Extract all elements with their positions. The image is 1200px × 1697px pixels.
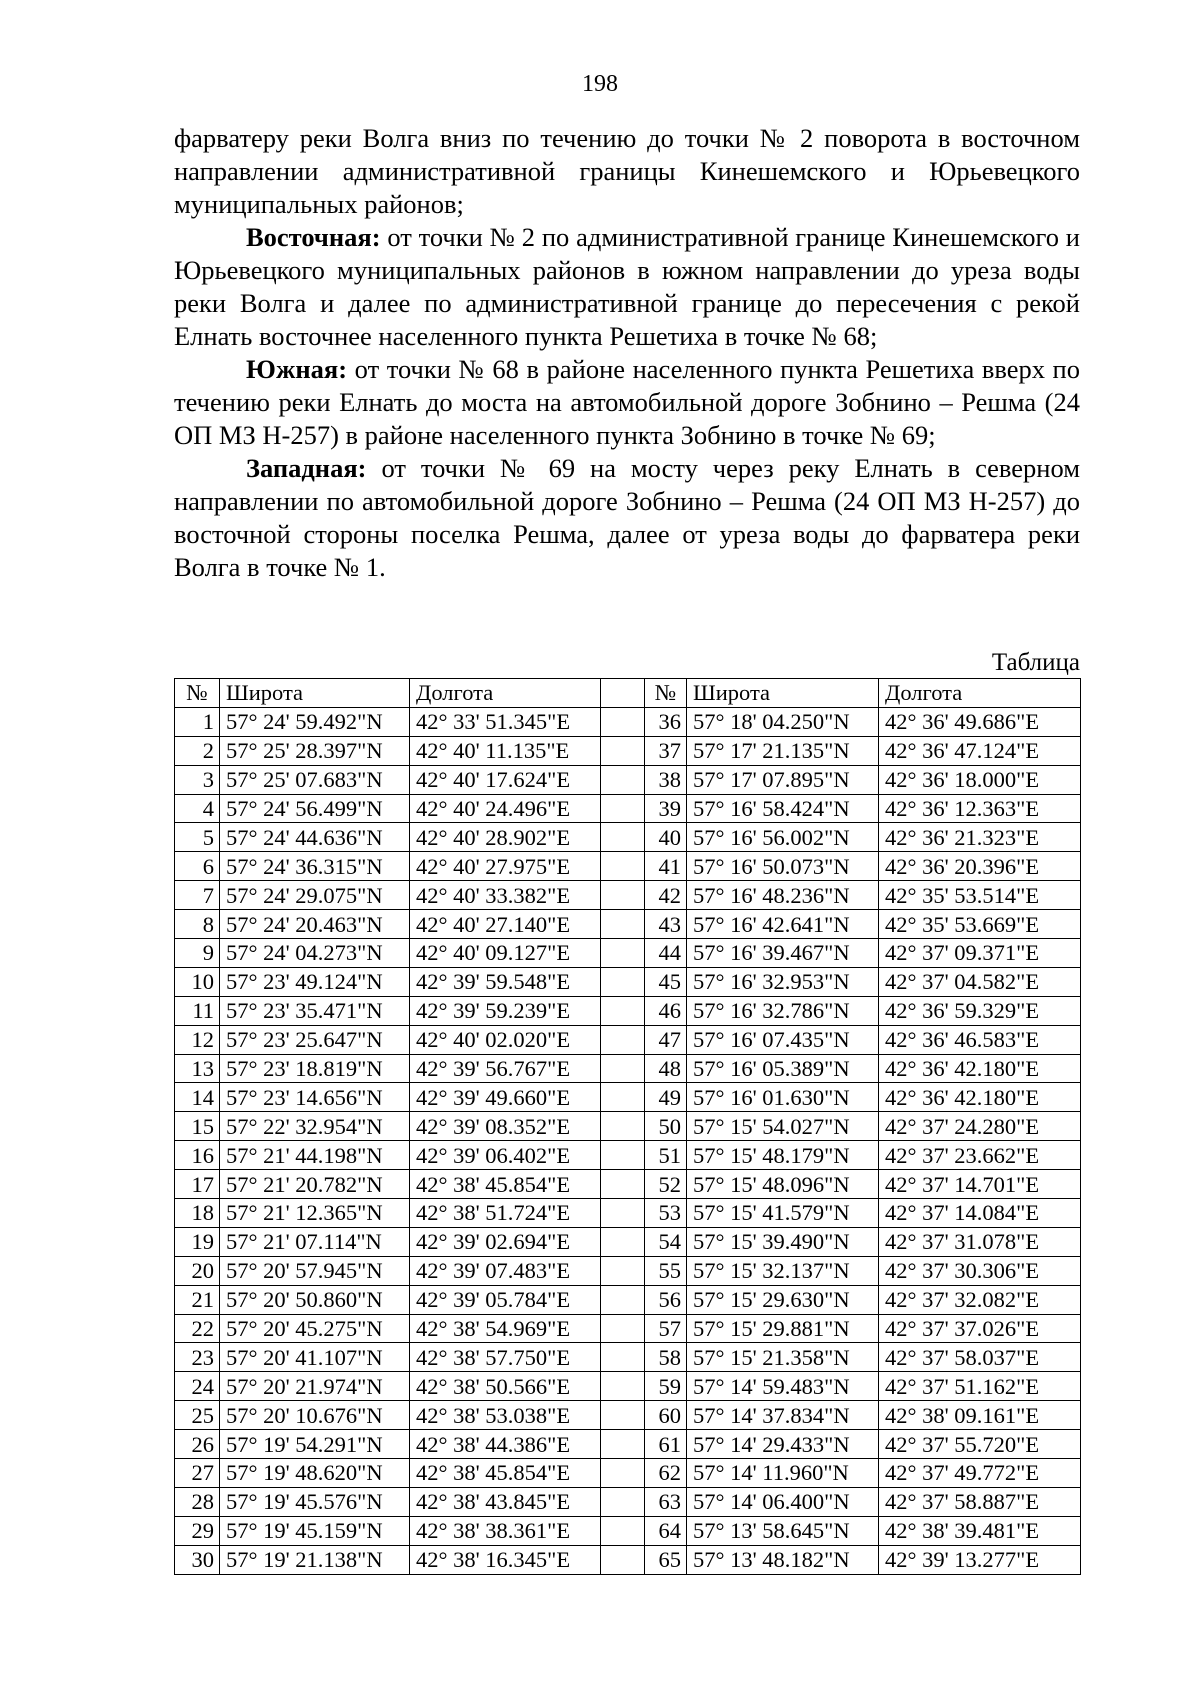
- header-spacer: [601, 679, 645, 708]
- spacer-cell: [601, 852, 645, 881]
- paragraph-text: фарватеру реки Волга вниз по течению до точки № 2 поворота в восточном направлении административной границы Кинешемского и Юрьевецкого муниципальных районов;: [174, 123, 1080, 219]
- spacer-cell: [601, 1314, 645, 1343]
- longitude-cell: 42° 37' 37.026"E: [879, 1314, 1081, 1343]
- longitude-cell: 42° 35' 53.514"E: [879, 881, 1081, 910]
- spacer-cell: [601, 1372, 645, 1401]
- spacer-cell: [601, 1487, 645, 1516]
- spacer-cell: [601, 1343, 645, 1372]
- spacer-cell: [601, 1459, 645, 1488]
- latitude-cell: 57° 21' 44.198"N: [220, 1141, 410, 1170]
- point-number: 18: [175, 1199, 220, 1228]
- spacer-cell: [601, 1170, 645, 1199]
- table-row: [175, 1170, 1081, 1199]
- longitude-cell: 42° 36' 42.180"E: [879, 1054, 1081, 1083]
- point-number: 16: [175, 1141, 220, 1170]
- paragraph-lead: Южная:: [246, 354, 348, 384]
- spacer-cell: [601, 1083, 645, 1112]
- longitude-cell: 42° 37' 58.887"E: [879, 1487, 1081, 1516]
- longitude-cell: 42° 36' 47.124"E: [879, 736, 1081, 765]
- longitude-cell: 42° 38' 39.481"E: [879, 1516, 1081, 1545]
- table-row: [175, 794, 1081, 823]
- longitude-cell: 42° 39' 56.767"E: [410, 1054, 601, 1083]
- header-latitude: Широта: [687, 679, 879, 708]
- longitude-cell: 42° 39' 06.402"E: [410, 1141, 601, 1170]
- latitude-cell: 57° 14' 06.400"N: [687, 1487, 879, 1516]
- latitude-cell: 57° 14' 29.433"N: [687, 1430, 879, 1459]
- longitude-cell: 42° 37' 14.701"E: [879, 1170, 1081, 1199]
- longitude-cell: 42° 39' 59.239"E: [410, 996, 601, 1025]
- table-row: [175, 1516, 1081, 1545]
- point-number: 43: [645, 910, 687, 939]
- point-number: 17: [175, 1170, 220, 1199]
- paragraph-lead: Западная:: [246, 453, 367, 483]
- longitude-cell: 42° 38' 45.854"E: [410, 1459, 601, 1488]
- latitude-cell: 57° 21' 07.114"N: [220, 1227, 410, 1256]
- header-number: №: [175, 679, 220, 708]
- point-number: 8: [175, 910, 220, 939]
- table-row: [175, 910, 1081, 939]
- paragraph-text: от точки № 69 на мосту через реку Елнать в северном направлении по автомобильной дороге Зобнино – Решма (24 ОП МЗ Н-257) до восточной стороны поселка Решма, далее от уреза воды до фарватера реки Волга в точке № 1.: [174, 453, 1080, 582]
- table-row: [175, 1256, 1081, 1285]
- latitude-cell: 57° 20' 10.676"N: [220, 1401, 410, 1430]
- longitude-cell: 42° 40' 27.975"E: [410, 852, 601, 881]
- point-number: 47: [645, 1025, 687, 1054]
- latitude-cell: 57° 24' 36.315"N: [220, 852, 410, 881]
- coordinates-table: [174, 678, 1081, 1575]
- longitude-cell: 42° 39' 59.548"E: [410, 967, 601, 996]
- latitude-cell: 57° 16' 32.953"N: [687, 967, 879, 996]
- latitude-cell: 57° 24' 44.636"N: [220, 823, 410, 852]
- spacer-cell: [601, 967, 645, 996]
- point-number: 9: [175, 939, 220, 968]
- latitude-cell: 57° 14' 59.483"N: [687, 1372, 879, 1401]
- table-row: [175, 1083, 1081, 1112]
- longitude-cell: 42° 36' 20.396"E: [879, 852, 1081, 881]
- longitude-cell: 42° 33' 51.345"E: [410, 707, 601, 736]
- point-number: 62: [645, 1459, 687, 1488]
- longitude-cell: 42° 38' 51.724"E: [410, 1199, 601, 1228]
- table-row: [175, 736, 1081, 765]
- table-row: [175, 1401, 1081, 1430]
- point-number: 39: [645, 794, 687, 823]
- point-number: 13: [175, 1054, 220, 1083]
- table-row: [175, 1227, 1081, 1256]
- point-number: 57: [645, 1314, 687, 1343]
- latitude-cell: 57° 25' 07.683"N: [220, 765, 410, 794]
- spacer-cell: [601, 1025, 645, 1054]
- longitude-cell: 42° 40' 11.135"E: [410, 736, 601, 765]
- latitude-cell: 57° 16' 58.424"N: [687, 794, 879, 823]
- paragraph-lead: Восточная:: [246, 222, 381, 252]
- latitude-cell: 57° 20' 57.945"N: [220, 1256, 410, 1285]
- longitude-cell: 42° 36' 21.323"E: [879, 823, 1081, 852]
- longitude-cell: 42° 37' 49.772"E: [879, 1459, 1081, 1488]
- latitude-cell: 57° 18' 04.250"N: [687, 707, 879, 736]
- latitude-cell: 57° 15' 29.881"N: [687, 1314, 879, 1343]
- point-number: 12: [175, 1025, 220, 1054]
- latitude-cell: 57° 16' 01.630"N: [687, 1083, 879, 1112]
- latitude-cell: 57° 15' 39.490"N: [687, 1227, 879, 1256]
- longitude-cell: 42° 37' 14.084"E: [879, 1199, 1081, 1228]
- spacer-cell: [601, 707, 645, 736]
- point-number: 48: [645, 1054, 687, 1083]
- paragraph-text: от точки № 2 по административной границе Кинешемского и Юрьевецкого муниципальных районов в южном направлении до уреза воды реки Волга и далее по административной границе до пересечения с рекой Елнать восточнее населенного пункта Решетиха в точке № 68;: [174, 222, 1080, 351]
- table-row: [175, 881, 1081, 910]
- longitude-cell: 42° 36' 12.363"E: [879, 794, 1081, 823]
- point-number: 36: [645, 707, 687, 736]
- latitude-cell: 57° 17' 21.135"N: [687, 736, 879, 765]
- longitude-cell: 42° 39' 07.483"E: [410, 1256, 601, 1285]
- spacer-cell: [601, 1401, 645, 1430]
- longitude-cell: 42° 38' 16.345"E: [410, 1545, 601, 1574]
- longitude-cell: 42° 37' 55.720"E: [879, 1430, 1081, 1459]
- point-number: 28: [175, 1487, 220, 1516]
- spacer-cell: [601, 765, 645, 794]
- table-row: [175, 1372, 1081, 1401]
- latitude-cell: 57° 20' 45.275"N: [220, 1314, 410, 1343]
- latitude-cell: 57° 23' 35.471"N: [220, 996, 410, 1025]
- longitude-cell: 42° 36' 46.583"E: [879, 1025, 1081, 1054]
- longitude-cell: 42° 37' 31.078"E: [879, 1227, 1081, 1256]
- spacer-cell: [601, 794, 645, 823]
- point-number: 53: [645, 1199, 687, 1228]
- latitude-cell: 57° 16' 42.641"N: [687, 910, 879, 939]
- point-number: 55: [645, 1256, 687, 1285]
- spacer-cell: [601, 1256, 645, 1285]
- latitude-cell: 57° 20' 50.860"N: [220, 1285, 410, 1314]
- latitude-cell: 57° 17' 07.895"N: [687, 765, 879, 794]
- table-row: [175, 707, 1081, 736]
- table-row: [175, 1025, 1081, 1054]
- spacer-cell: [601, 939, 645, 968]
- point-number: 52: [645, 1170, 687, 1199]
- paragraph-east: [174, 221, 1080, 353]
- table-caption: Таблица: [991, 649, 1080, 676]
- latitude-cell: 57° 23' 49.124"N: [220, 967, 410, 996]
- point-number: 21: [175, 1285, 220, 1314]
- table-row: [175, 1112, 1081, 1141]
- latitude-cell: 57° 24' 20.463"N: [220, 910, 410, 939]
- point-number: 5: [175, 823, 220, 852]
- point-number: 65: [645, 1545, 687, 1574]
- latitude-cell: 57° 20' 21.974"N: [220, 1372, 410, 1401]
- latitude-cell: 57° 22' 32.954"N: [220, 1112, 410, 1141]
- longitude-cell: 42° 39' 05.784"E: [410, 1285, 601, 1314]
- longitude-cell: 42° 40' 17.624"E: [410, 765, 601, 794]
- longitude-cell: 42° 39' 13.277"E: [879, 1545, 1081, 1574]
- latitude-cell: 57° 16' 32.786"N: [687, 996, 879, 1025]
- longitude-cell: 42° 38' 57.750"E: [410, 1343, 601, 1372]
- point-number: 46: [645, 996, 687, 1025]
- page-number: 198: [582, 71, 618, 97]
- table-row: [175, 852, 1081, 881]
- point-number: 49: [645, 1083, 687, 1112]
- spacer-cell: [601, 1141, 645, 1170]
- latitude-cell: 57° 13' 58.645"N: [687, 1516, 879, 1545]
- longitude-cell: 42° 39' 49.660"E: [410, 1083, 601, 1112]
- spacer-cell: [601, 1112, 645, 1141]
- point-number: 54: [645, 1227, 687, 1256]
- table-row: [175, 1141, 1081, 1170]
- table-row: [175, 967, 1081, 996]
- paragraph-text: от точки № 68 в районе населенного пункта Решетиха вверх по течению реки Елнать до моста на автомобильной дороге Зобнино – Решма (24 ОП МЗ Н-257) в районе населенного пункта Зобнино в точке № 69;: [174, 354, 1080, 450]
- paragraph-continuation: [174, 122, 1080, 221]
- longitude-cell: 42° 36' 42.180"E: [879, 1083, 1081, 1112]
- longitude-cell: 42° 36' 59.329"E: [879, 996, 1081, 1025]
- spacer-cell: [601, 1545, 645, 1574]
- point-number: 61: [645, 1430, 687, 1459]
- paragraph-south: [174, 353, 1080, 452]
- table-row: [175, 1199, 1081, 1228]
- body-text: [174, 122, 1080, 584]
- longitude-cell: 42° 38' 43.845"E: [410, 1487, 601, 1516]
- latitude-cell: 57° 23' 14.656"N: [220, 1083, 410, 1112]
- paragraph-west: [174, 452, 1080, 584]
- latitude-cell: 57° 13' 48.182"N: [687, 1545, 879, 1574]
- longitude-cell: 42° 37' 23.662"E: [879, 1141, 1081, 1170]
- table-row: [175, 1487, 1081, 1516]
- latitude-cell: 57° 24' 59.492"N: [220, 707, 410, 736]
- longitude-cell: 42° 37' 51.162"E: [879, 1372, 1081, 1401]
- point-number: 2: [175, 736, 220, 765]
- table-row: [175, 1285, 1081, 1314]
- table-header-row: [175, 679, 1081, 708]
- point-number: 38: [645, 765, 687, 794]
- latitude-cell: 57° 24' 04.273"N: [220, 939, 410, 968]
- longitude-cell: 42° 36' 18.000"E: [879, 765, 1081, 794]
- point-number: 60: [645, 1401, 687, 1430]
- table-row: [175, 1343, 1081, 1372]
- latitude-cell: 57° 15' 29.630"N: [687, 1285, 879, 1314]
- table-row: [175, 1459, 1081, 1488]
- point-number: 26: [175, 1430, 220, 1459]
- longitude-cell: 42° 37' 32.082"E: [879, 1285, 1081, 1314]
- latitude-cell: 57° 24' 56.499"N: [220, 794, 410, 823]
- latitude-cell: 57° 15' 21.358"N: [687, 1343, 879, 1372]
- point-number: 3: [175, 765, 220, 794]
- latitude-cell: 57° 14' 11.960"N: [687, 1459, 879, 1488]
- longitude-cell: 42° 40' 28.902"E: [410, 823, 601, 852]
- point-number: 40: [645, 823, 687, 852]
- longitude-cell: 42° 40' 02.020"E: [410, 1025, 601, 1054]
- point-number: 37: [645, 736, 687, 765]
- point-number: 11: [175, 996, 220, 1025]
- spacer-cell: [601, 1054, 645, 1083]
- longitude-cell: 42° 38' 53.038"E: [410, 1401, 601, 1430]
- point-number: 56: [645, 1285, 687, 1314]
- latitude-cell: 57° 19' 45.159"N: [220, 1516, 410, 1545]
- spacer-cell: [601, 1227, 645, 1256]
- longitude-cell: 42° 40' 33.382"E: [410, 881, 601, 910]
- point-number: 1: [175, 707, 220, 736]
- spacer-cell: [601, 910, 645, 939]
- longitude-cell: 42° 39' 02.694"E: [410, 1227, 601, 1256]
- longitude-cell: 42° 38' 09.161"E: [879, 1401, 1081, 1430]
- point-number: 51: [645, 1141, 687, 1170]
- point-number: 63: [645, 1487, 687, 1516]
- point-number: 23: [175, 1343, 220, 1372]
- longitude-cell: 42° 37' 09.371"E: [879, 939, 1081, 968]
- header-longitude: Долгота: [410, 679, 601, 708]
- point-number: 64: [645, 1516, 687, 1545]
- longitude-cell: 42° 37' 04.582"E: [879, 967, 1081, 996]
- point-number: 24: [175, 1372, 220, 1401]
- latitude-cell: 57° 15' 54.027"N: [687, 1112, 879, 1141]
- point-number: 14: [175, 1083, 220, 1112]
- point-number: 29: [175, 1516, 220, 1545]
- point-number: 22: [175, 1314, 220, 1343]
- spacer-cell: [601, 823, 645, 852]
- longitude-cell: 42° 38' 54.969"E: [410, 1314, 601, 1343]
- table-row: [175, 823, 1081, 852]
- latitude-cell: 57° 16' 39.467"N: [687, 939, 879, 968]
- latitude-cell: 57° 19' 45.576"N: [220, 1487, 410, 1516]
- latitude-cell: 57° 15' 32.137"N: [687, 1256, 879, 1285]
- table-row: [175, 939, 1081, 968]
- longitude-cell: 42° 40' 09.127"E: [410, 939, 601, 968]
- table-body: [175, 707, 1081, 1574]
- latitude-cell: 57° 19' 54.291"N: [220, 1430, 410, 1459]
- latitude-cell: 57° 20' 41.107"N: [220, 1343, 410, 1372]
- latitude-cell: 57° 19' 21.138"N: [220, 1545, 410, 1574]
- latitude-cell: 57° 21' 20.782"N: [220, 1170, 410, 1199]
- longitude-cell: 42° 39' 08.352"E: [410, 1112, 601, 1141]
- longitude-cell: 42° 38' 44.386"E: [410, 1430, 601, 1459]
- point-number: 41: [645, 852, 687, 881]
- longitude-cell: 42° 37' 58.037"E: [879, 1343, 1081, 1372]
- point-number: 30: [175, 1545, 220, 1574]
- point-number: 27: [175, 1459, 220, 1488]
- latitude-cell: 57° 14' 37.834"N: [687, 1401, 879, 1430]
- spacer-cell: [601, 1516, 645, 1545]
- point-number: 58: [645, 1343, 687, 1372]
- latitude-cell: 57° 15' 41.579"N: [687, 1199, 879, 1228]
- point-number: 20: [175, 1256, 220, 1285]
- spacer-cell: [601, 736, 645, 765]
- latitude-cell: 57° 16' 50.073"N: [687, 852, 879, 881]
- longitude-cell: 42° 40' 24.496"E: [410, 794, 601, 823]
- point-number: 4: [175, 794, 220, 823]
- spacer-cell: [601, 1199, 645, 1228]
- latitude-cell: 57° 16' 48.236"N: [687, 881, 879, 910]
- point-number: 44: [645, 939, 687, 968]
- latitude-cell: 57° 21' 12.365"N: [220, 1199, 410, 1228]
- spacer-cell: [601, 881, 645, 910]
- point-number: 50: [645, 1112, 687, 1141]
- point-number: 25: [175, 1401, 220, 1430]
- spacer-cell: [601, 996, 645, 1025]
- latitude-cell: 57° 23' 25.647"N: [220, 1025, 410, 1054]
- header-longitude: Долгота: [879, 679, 1081, 708]
- longitude-cell: 42° 37' 30.306"E: [879, 1256, 1081, 1285]
- table-row: [175, 1054, 1081, 1083]
- longitude-cell: 42° 40' 27.140"E: [410, 910, 601, 939]
- latitude-cell: 57° 23' 18.819"N: [220, 1054, 410, 1083]
- longitude-cell: 42° 35' 53.669"E: [879, 910, 1081, 939]
- latitude-cell: 57° 16' 07.435"N: [687, 1025, 879, 1054]
- point-number: 19: [175, 1227, 220, 1256]
- latitude-cell: 57° 15' 48.096"N: [687, 1170, 879, 1199]
- header-number: №: [645, 679, 687, 708]
- longitude-cell: 42° 38' 38.361"E: [410, 1516, 601, 1545]
- point-number: 42: [645, 881, 687, 910]
- point-number: 6: [175, 852, 220, 881]
- spacer-cell: [601, 1430, 645, 1459]
- table-row: [175, 1545, 1081, 1574]
- table-row: [175, 765, 1081, 794]
- header-latitude: Широта: [220, 679, 410, 708]
- latitude-cell: 57° 16' 56.002"N: [687, 823, 879, 852]
- latitude-cell: 57° 19' 48.620"N: [220, 1459, 410, 1488]
- table-row: [175, 996, 1081, 1025]
- longitude-cell: 42° 37' 24.280"E: [879, 1112, 1081, 1141]
- point-number: 59: [645, 1372, 687, 1401]
- longitude-cell: 42° 38' 45.854"E: [410, 1170, 601, 1199]
- longitude-cell: 42° 38' 50.566"E: [410, 1372, 601, 1401]
- point-number: 45: [645, 967, 687, 996]
- latitude-cell: 57° 24' 29.075"N: [220, 881, 410, 910]
- point-number: 15: [175, 1112, 220, 1141]
- latitude-cell: 57° 15' 48.179"N: [687, 1141, 879, 1170]
- latitude-cell: 57° 16' 05.389"N: [687, 1054, 879, 1083]
- longitude-cell: 42° 36' 49.686"E: [879, 707, 1081, 736]
- point-number: 7: [175, 881, 220, 910]
- table-row: [175, 1430, 1081, 1459]
- latitude-cell: 57° 25' 28.397"N: [220, 736, 410, 765]
- spacer-cell: [601, 1285, 645, 1314]
- point-number: 10: [175, 967, 220, 996]
- table-row: [175, 1314, 1081, 1343]
